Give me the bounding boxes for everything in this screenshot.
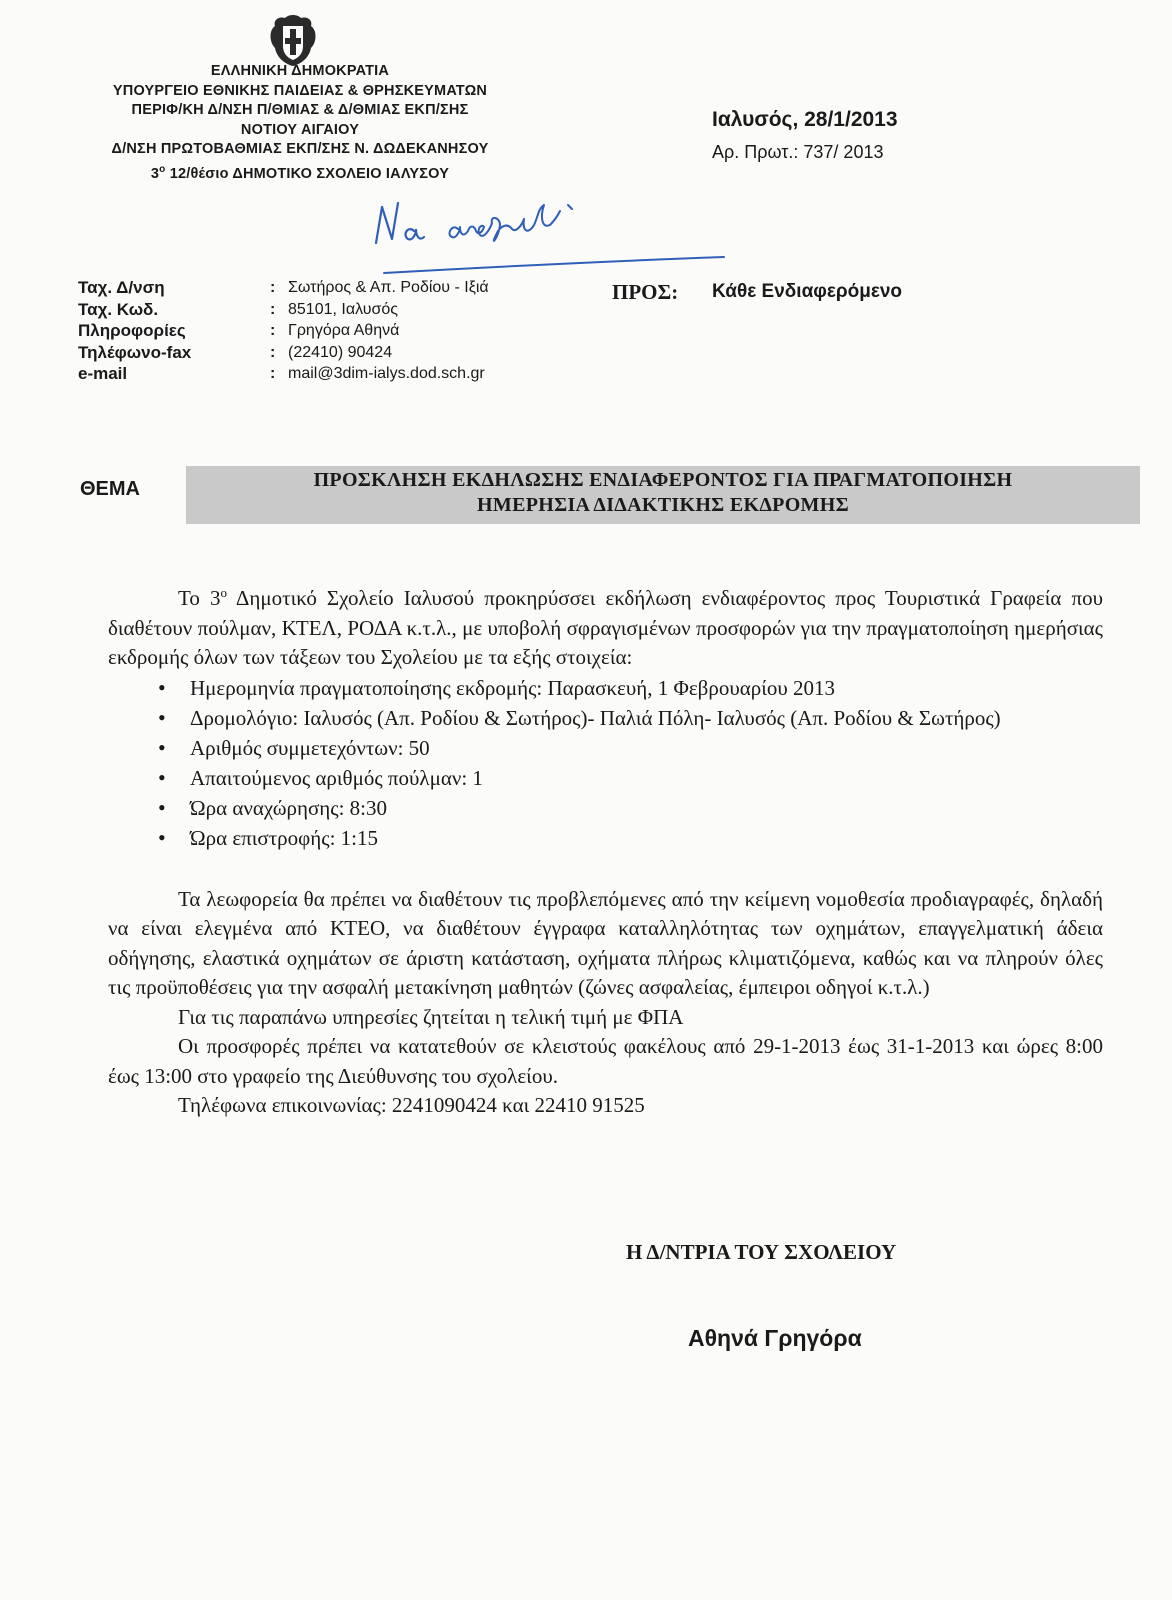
postal-code-value: 85101, Ιαλυσός bbox=[288, 300, 398, 318]
intro-paragraph bbox=[108, 578, 1103, 673]
list-item: • Δρομολόγιο: Ιαλυσός (Απ. Ροδίου & Σωτήρος)- Παλιά Πόλη- Ιαλυσός (Απ. Ροδίου & Σωτήρος) bbox=[158, 703, 1103, 733]
header-line: ΠΕΡΙΦ/ΚΗ Δ/ΝΣΗ Π/ΘΜΙΑΣ & Δ/ΘΜΙΑΣ ΕΚΠ/ΣΗΣ bbox=[131, 102, 469, 118]
school-name: 12/θέσιο ΔΗΜΟΤΙΚΟ ΣΧΟΛΕΙΟ ΙΑΛΥΣΟΥ bbox=[165, 165, 450, 182]
subject-line: ΠΡΟΣΚΛΗΣΗ ΕΚΔΗΛΩΣΗΣ ΕΝΔΙΑΦΕΡΟΝΤΟΣ ΓΙΑ ΠΡΑΓΜΑΤΟΠΟΙΗΣΗ bbox=[313, 469, 1013, 491]
requirements-paragraph: Τα λεωφορεία θα πρέπει να διαθέτουν τις προβλεπόμενες από την κείμενη νομοθεσία προδιαγραφές, δηλαδή να είναι ελεγμένα από ΚΤΕΟ, να διαθέτουν έγγραφα καταλληλότητας των οχημάτων, επαγγελματική άδεια οδήγησης, ελαστικά οχημάτων σε άριστη κατάσταση, οχήματα πλήρως κλιματιζόμενα, καθώς και να πληρούν όλες τις προϋποθέσεις για την ασφαλή μετακίνηση μαθητών (ζώνες ασφαλείας, έμπειροι οδηγοί κ.τ.λ.) bbox=[108, 886, 1103, 999]
contact-value-row: : mail@3dim-ialys.dod.sch.gr bbox=[270, 365, 485, 382]
contact-value-row: : (22410) 90424 bbox=[270, 343, 393, 361]
info-contact-value: Γρηγόρα Αθηνά bbox=[288, 322, 400, 339]
header-school-line bbox=[70, 160, 530, 184]
intro-rest: Δημοτικό Σχολείο Ιαλυσού προκηρύσσει εκδήλωση ενδιαφέροντος προς Τουριστικά Γραφεία που διαθέτουν πούλμαν, ΚΤΕΛ, ΡΟΔΑ κ.τ.λ., με υποβολή σφραγισμένων προσφορών για την πραγματοποίηση ημερήσιας εκδρομής όλων των τάξεων του Σχολείου με τα εξής στοιχεία: bbox=[108, 586, 1103, 669]
trip-details-list bbox=[108, 673, 1103, 853]
contact-label: Ταχ. Δ/νση bbox=[78, 278, 165, 297]
contact-label: Ταχ. Κωδ. bbox=[78, 299, 159, 319]
contact-label: e-mail bbox=[78, 364, 128, 383]
header-line: ΥΠΟΥΡΓΕΙΟ ΕΘΝΙΚΗΣ ΠΑΙΔΕΙΑΣ & ΘΡΗΣΚΕΥΜΑΤΩΝ bbox=[112, 82, 488, 99]
school-number: 3 bbox=[150, 165, 160, 182]
school-number-suffix: ο bbox=[159, 163, 166, 175]
recipient-label: ΠΡΟΣ: bbox=[612, 280, 679, 304]
list-item: • Αριθμός συμμετεχόντων: 50 bbox=[158, 733, 1103, 763]
header-line: ΝΟΤΙΟΥ ΑΙΓΑΙΟΥ bbox=[240, 121, 360, 138]
header-line: Δ/ΝΣΗ ΠΡΩΤΟΒΑΘΜΙΑΣ ΕΚΠ/ΣΗΣ Ν. ΔΩΔΕΚΑΝΗΣΟΥ bbox=[111, 141, 489, 157]
contact-label: Τηλέφωνο-fax bbox=[78, 342, 192, 362]
greek-coat-of-arms-icon bbox=[263, 12, 323, 68]
signature-name: Αθηνά Γρηγόρα bbox=[688, 1325, 862, 1351]
letter-body bbox=[108, 578, 1103, 1121]
intro-start: Το 3 bbox=[178, 586, 221, 610]
contact-labels bbox=[78, 277, 191, 385]
protocol-number: Αρ. Πρωτ.: 737/ 2013 bbox=[712, 142, 884, 162]
list-item: • Απαιτούμενος αριθμός πούλμαν: 1 bbox=[158, 763, 1103, 793]
list-item: • Ημερομηνία πραγματοποίησης εκδρομής: Παρασκευή, 1 Φεβρουαρίου 2013 bbox=[158, 673, 1103, 703]
list-item: • Ώρα επιστροφής: 1:15 bbox=[158, 823, 1103, 853]
signature-title: Η Δ/ΝΤΡΙΑ ΤΟΥ ΣΧΟΛΕΙΟΥ bbox=[626, 1240, 897, 1264]
contact-value-row: : 85101, Ιαλυσός bbox=[270, 300, 398, 318]
contact-value-row: : Γρηγόρα Αθηνά bbox=[270, 322, 400, 339]
phone-fax-value: (22410) 90424 bbox=[288, 343, 393, 361]
list-item: • Ώρα αναχώρησης: 8:30 bbox=[158, 793, 1103, 823]
subject-line: ΗΜΕΡΗΣΙΑ ΔΙΔΑΚΤΙΚΗΣ ΕΚΔΡΟΜΗΣ bbox=[477, 494, 849, 516]
place-date: Ιαλυσός, 28/1/2013 bbox=[712, 108, 898, 131]
recipient-value: Κάθε Ενδιαφερόμενο bbox=[712, 281, 903, 302]
address-value: Σωτήρος & Απ. Ροδίου - Ιξιά bbox=[288, 279, 489, 296]
contact-value-row: : Σωτήρος & Απ. Ροδίου - Ιξιά bbox=[270, 279, 489, 296]
intro-superscript: ο bbox=[220, 585, 227, 600]
submission-paragraph: Οι προσφορές πρέπει να κατατεθούν σε κλειστούς φακέλους από 29-1-2013 έως 31-1-2013 και ώρες 8:00 έως 13:00 στο γραφείο της Διεύθυνσης του σχολείου. bbox=[108, 1034, 1103, 1088]
header-line: ΕΛΛΗΝΙΚΗ ΔΗΜΟΚΡΑΤΙΑ bbox=[210, 63, 390, 79]
phones-paragraph: Τηλέφωνα επικοινωνίας: 2241090424 και 22410 91525 bbox=[178, 1093, 645, 1117]
subject-label: ΘΕΜΑ bbox=[80, 478, 140, 500]
organization-header bbox=[70, 62, 530, 184]
contact-values bbox=[270, 277, 489, 385]
handwritten-note bbox=[372, 195, 732, 275]
contact-label: Πληροφορίες bbox=[78, 321, 186, 340]
subject-box bbox=[186, 466, 1140, 524]
email-value: mail@3dim-ialys.dod.sch.gr bbox=[288, 365, 485, 382]
price-paragraph: Για τις παραπάνω υπηρεσίες ζητείται η τελική τιμή με ΦΠΑ bbox=[178, 1004, 684, 1029]
